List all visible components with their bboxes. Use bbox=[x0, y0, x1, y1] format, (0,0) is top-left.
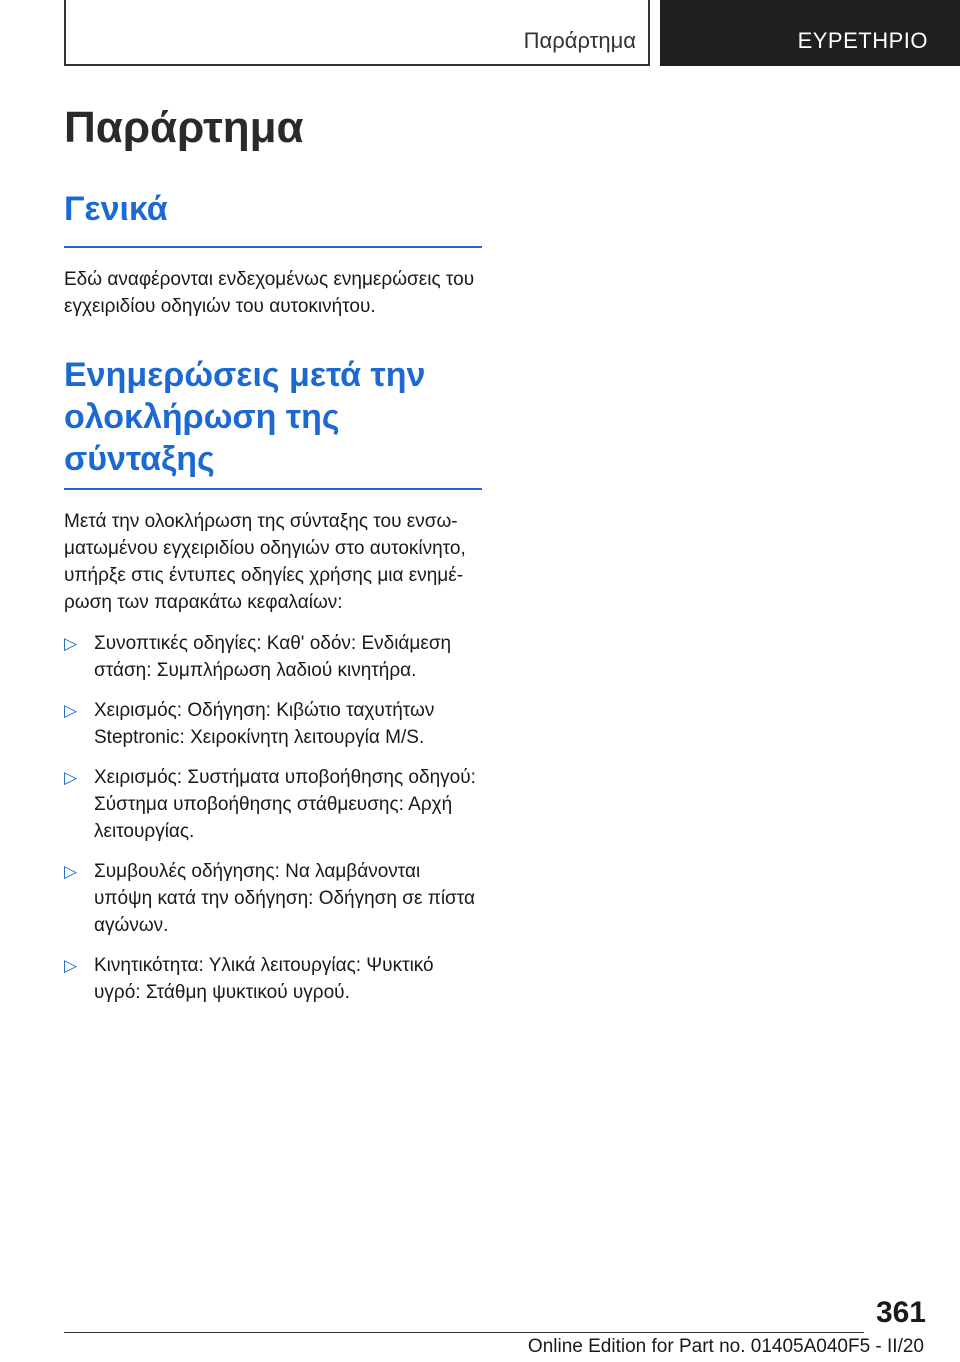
footer-divider bbox=[64, 1332, 864, 1333]
list-item bbox=[64, 630, 482, 684]
triangle-right-icon: ▷ bbox=[64, 768, 78, 787]
main-content bbox=[64, 100, 482, 1019]
section-divider bbox=[64, 488, 482, 490]
section-title-line: Ενημερώσεις μετά την bbox=[64, 356, 426, 394]
triangle-right-icon: ▷ bbox=[64, 634, 78, 653]
tab-appendix[interactable] bbox=[64, 0, 650, 66]
section-divider bbox=[64, 246, 482, 248]
tab-index-label: ΕΥΡΕΤΗΡΙΟ bbox=[797, 28, 928, 53]
page-number: 361 bbox=[875, 1296, 926, 1329]
list-item bbox=[64, 764, 482, 845]
section-paragraph-general: Εδώ αναφέρονται ενδεχομένως ενημερώσεις του εγχειριδίου οδηγιών του αυτοκινήτου. bbox=[64, 269, 475, 317]
list-item bbox=[64, 858, 482, 939]
section-paragraph-updates: Μετά την ολοκλήρωση της σύνταξης του ενσωματωμένου εγχειριδίου οδηγιών στο αυτοκίνητο, υπήρξε στις έντυπες οδηγίες χρήσης μια ενημέρωση των παρακάτω κεφαλαίων: bbox=[64, 511, 466, 613]
list-item-text: Συνοπτικές οδηγίες: Καθ' οδόν: Ενδιάμεση στάση: Συμπλήρωση λαδιού κινητήρα. bbox=[94, 633, 452, 681]
edition-info: Online Edition for Part no. 01405A040F5 - II/20 bbox=[527, 1336, 924, 1357]
section-title-line: Γενικά bbox=[64, 190, 168, 228]
triangle-right-icon: ▷ bbox=[64, 956, 78, 975]
section-title-general bbox=[64, 188, 482, 230]
updated-chapters-list bbox=[64, 630, 482, 1006]
tab-appendix-label: Παράρτημα bbox=[523, 28, 636, 53]
list-item-text: Χειρισμός: Οδήγηση: Κιβώτιο ταχυτήτων Steptronic: Χειροκίνητη λειτουργία M/S. bbox=[94, 700, 435, 748]
triangle-right-icon: ▷ bbox=[64, 862, 78, 881]
list-item-text: Κινητικότητα: Υλικά λειτουργίας: Ψυκτικό υγρό: Στάθμη ψυκτικού υγρού. bbox=[94, 955, 434, 1003]
list-item bbox=[64, 952, 482, 1006]
header-tabbar bbox=[64, 0, 960, 66]
triangle-right-icon: ▷ bbox=[64, 701, 78, 720]
tab-index[interactable] bbox=[660, 0, 960, 66]
list-item bbox=[64, 697, 482, 751]
list-item-text: Συμβουλές οδήγησης: Να λαμβάνονται υπόψη κατά την οδήγηση: Οδήγηση σε πίστα αγώνων. bbox=[94, 861, 476, 936]
section-title-line: ολοκλήρωση της σύνταξης bbox=[64, 398, 340, 478]
page-title: Παράρτημα bbox=[64, 103, 304, 152]
list-item-text: Χειρισμός: Συστήματα υποβοήθησης οδηγού: Σύστημα υποβοήθησης στάθμευσης: Αρχή λειτουργίας. bbox=[94, 767, 476, 842]
section-title-updates bbox=[64, 354, 482, 480]
